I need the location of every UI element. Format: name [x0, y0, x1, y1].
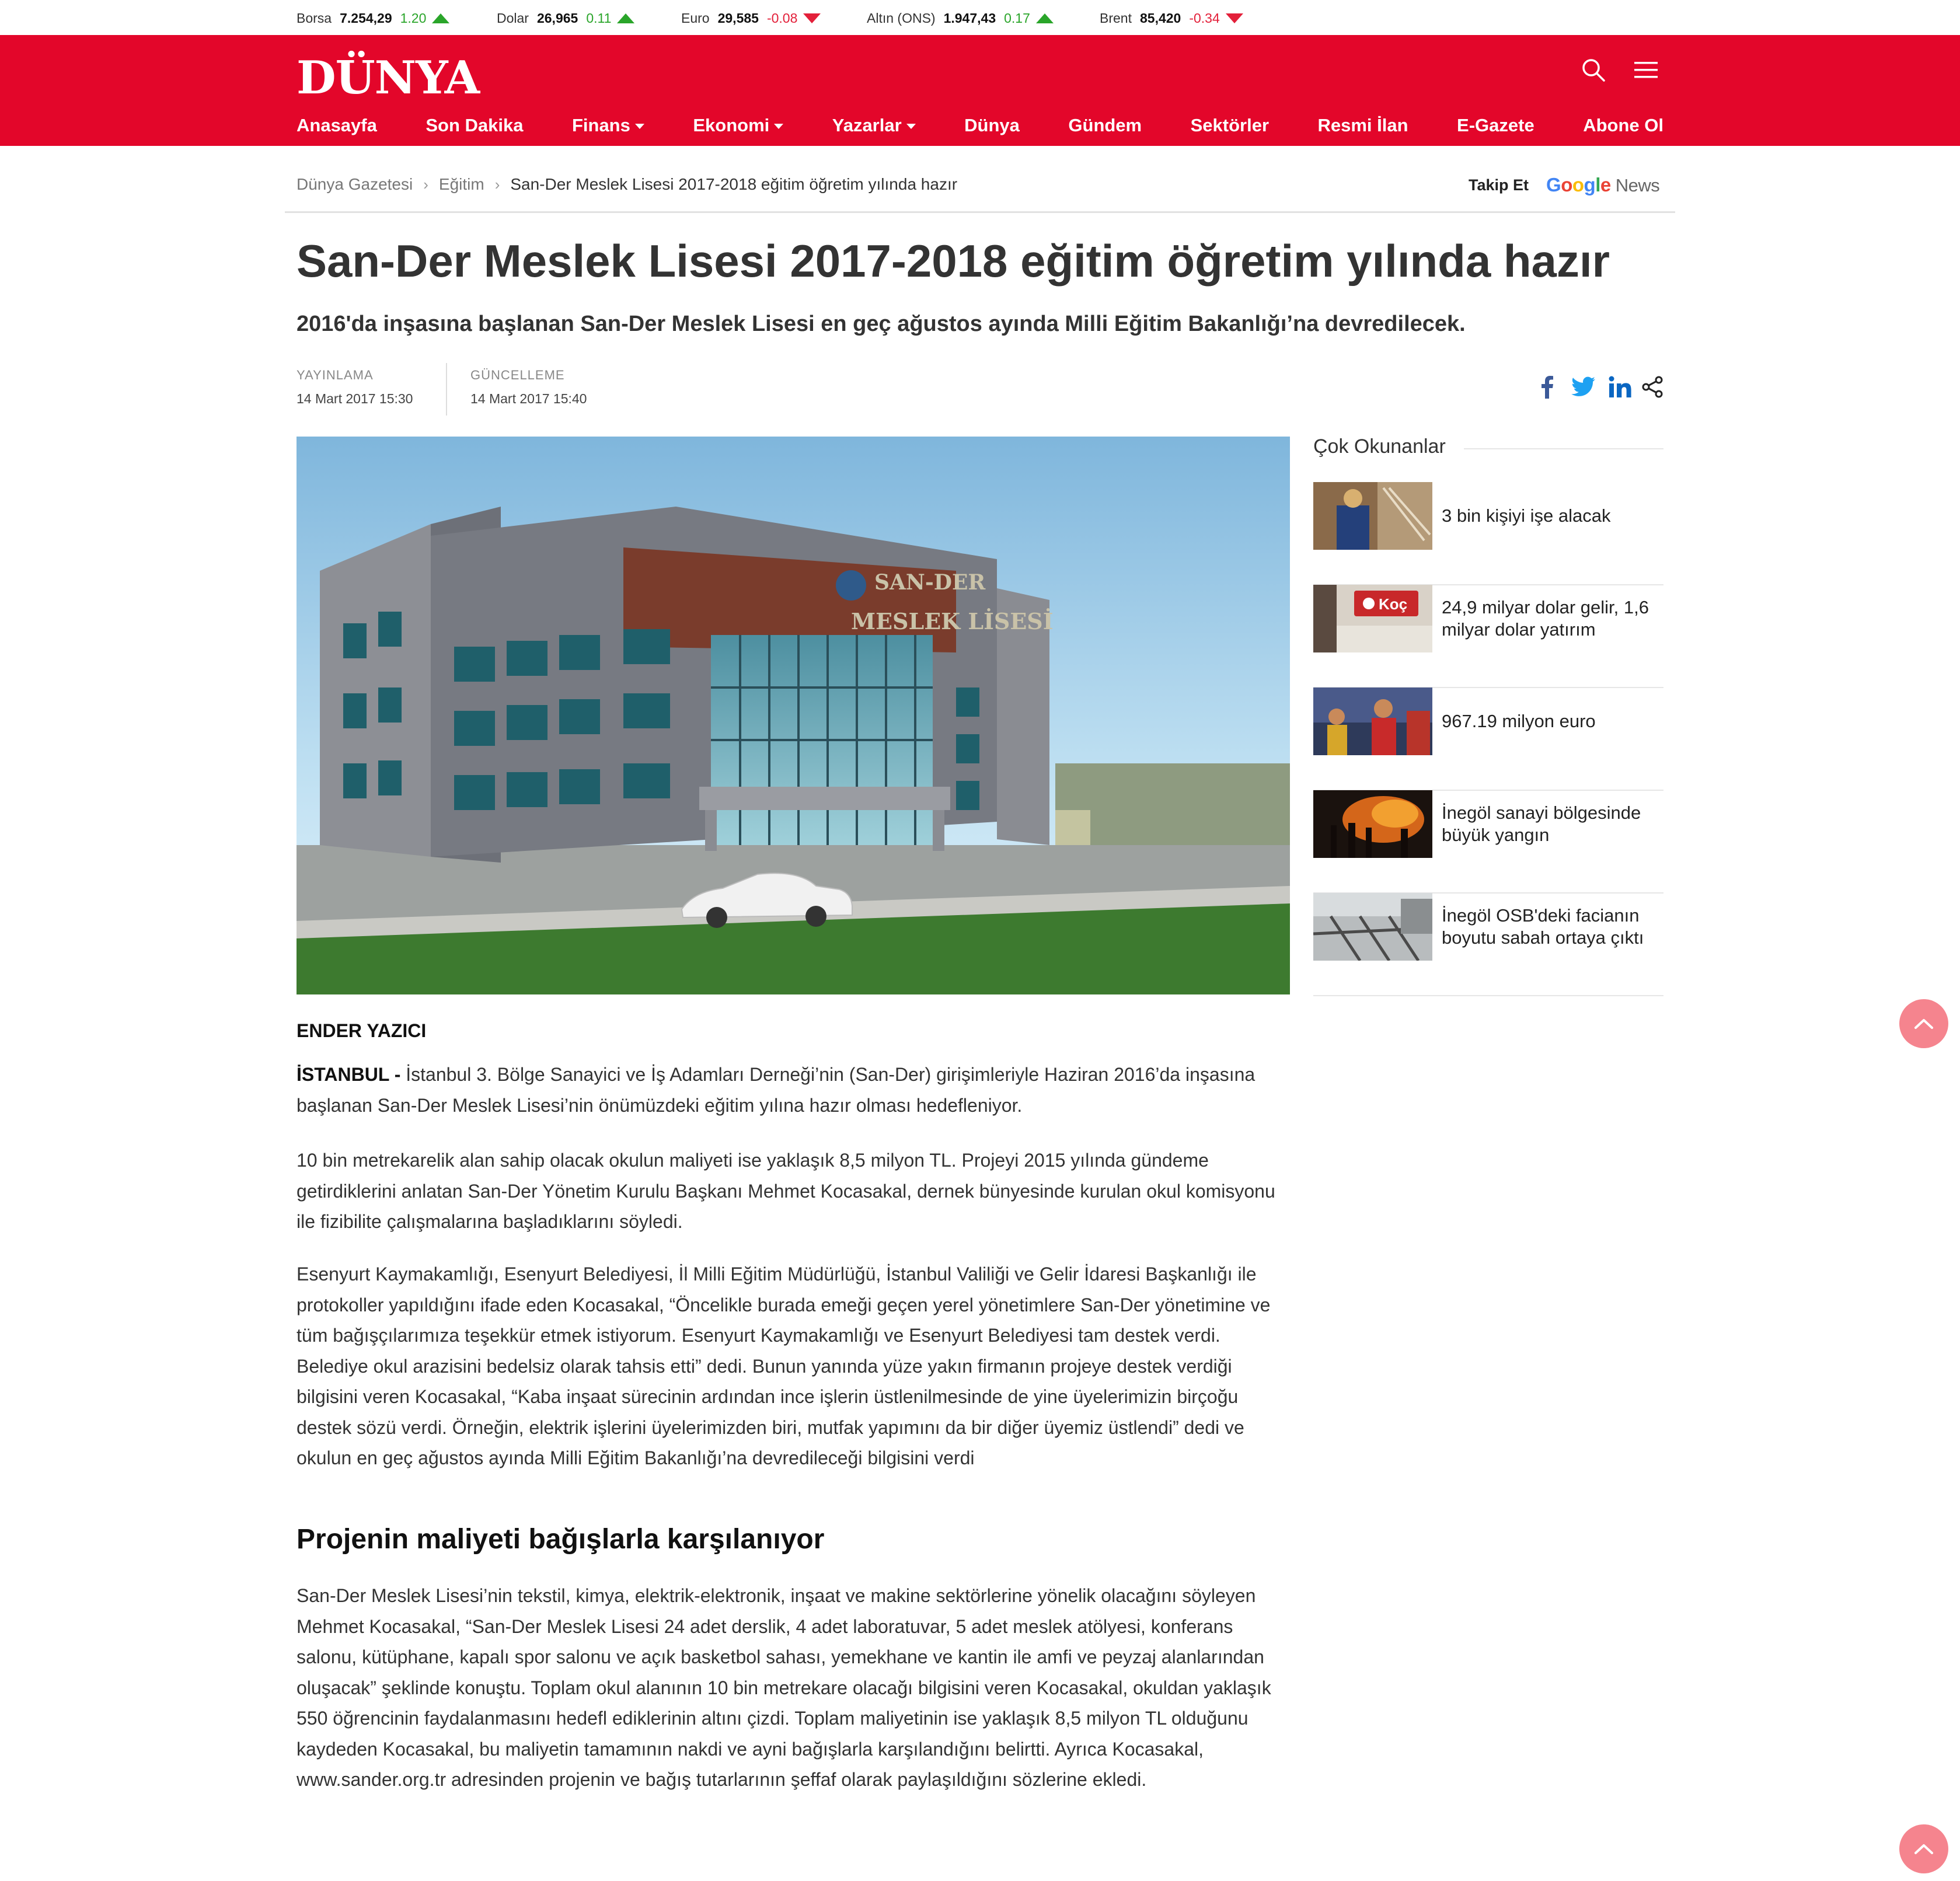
published-date: 14 Mart 2017 15:30: [297, 391, 413, 406]
ticker-name: Euro: [681, 10, 710, 26]
paragraph-text: İstanbul 3. Bölge Sanayici ve İş Adamları Derneği’nin (San-Der) girişimleriyle Haziran 2016’da inşasına başlanan San-Der Meslek Lisesi’nin önümüzdeki eğitim yılına hazır olması hedefleniyor.: [297, 1064, 1255, 1116]
nav-label: Resmi İlan: [1317, 115, 1408, 135]
ticker-item-borsa[interactable]: [297, 8, 449, 28]
google-letter: G: [1546, 174, 1561, 196]
scroll-to-top-button[interactable]: [1899, 1824, 1948, 1873]
caret-down-icon: [774, 124, 783, 129]
most-read-title: Çok Okunanlar: [1313, 435, 1446, 458]
nav-item-resmi-ilan[interactable]: [1318, 115, 1408, 136]
most-read-thumbnail: [1313, 585, 1432, 652]
site-logo[interactable]: DÜNYA: [297, 51, 480, 104]
google-letter: l: [1595, 174, 1600, 196]
nav-label: Sektörler: [1190, 115, 1270, 135]
google-letter: o: [1572, 174, 1584, 196]
ticker-name: Dolar: [497, 10, 529, 26]
most-read-item[interactable]: [1313, 585, 1663, 688]
published-label: YAYINLAMA: [297, 368, 374, 382]
ticker-change: -0.34: [1189, 10, 1220, 26]
google-news-follow[interactable]: [1469, 172, 1659, 198]
article-title: San-Der Meslek Lisesi 2017-2018 eğitim öğretim yılında hazır: [297, 235, 1610, 287]
news-wordmark: News: [1615, 175, 1660, 196]
nav-label: Anasayfa: [297, 115, 377, 135]
search-icon[interactable]: [1576, 53, 1611, 88]
divider: [285, 211, 1675, 213]
chevron-right-icon: ›: [494, 175, 500, 193]
most-read-title-text: İnegöl sanayi bölgesinde büyük yangın: [1442, 802, 1641, 845]
building-sign-line2: MESLEK LİSESİ: [851, 608, 1054, 634]
main-nav: [297, 105, 1663, 146]
chevron-up-icon: [1914, 1018, 1934, 1030]
breadcrumb-current: San-Der Meslek Lisesi 2017-2018 eğitim öğretim yılında hazır: [510, 175, 958, 193]
nav-label: Yazarlar: [832, 115, 902, 135]
nav-item-gundem[interactable]: [1068, 115, 1142, 136]
nav-item-e-gazete[interactable]: [1457, 115, 1534, 136]
ticker-name: Brent: [1100, 10, 1132, 26]
nav-label: Gündem: [1068, 115, 1142, 135]
building-sign-line1: SAN-DER: [874, 570, 986, 595]
nav-item-yazarlar[interactable]: [832, 115, 916, 136]
caret-down-icon: [906, 124, 916, 129]
nav-label: Abone Ol: [1583, 115, 1663, 135]
koc-logo-text: Koç: [1379, 595, 1408, 613]
nav-item-finans[interactable]: [572, 115, 644, 136]
linkedin-icon[interactable]: [1607, 374, 1634, 400]
twitter-icon[interactable]: [1570, 374, 1597, 400]
arrow-down-icon: [1226, 13, 1243, 23]
most-read-thumbnail: [1313, 893, 1432, 961]
follow-label: Takip Et: [1469, 176, 1529, 194]
article-hero-image: [297, 437, 1290, 994]
article-subheading: Projenin maliyeti bağışlarla karşılanıyor: [297, 1524, 825, 1555]
breadcrumb: [297, 173, 957, 196]
nav-item-son-dakika[interactable]: [426, 115, 523, 136]
chevron-up-icon: [1914, 1843, 1934, 1855]
breadcrumb-category[interactable]: Eğitim: [438, 175, 484, 193]
google-letter: o: [1561, 174, 1572, 196]
ticker-change: 1.20: [400, 10, 427, 26]
ticker-name: Altın (ONS): [867, 10, 936, 26]
most-read-title-text: İnegöl OSB'deki facianın boyutu sabah ortaya çıktı: [1442, 905, 1644, 948]
site-header: [0, 35, 1960, 146]
google-letter: g: [1584, 174, 1596, 196]
ticker-value: 29,585: [717, 10, 759, 26]
ticker-item-altin[interactable]: [867, 8, 1054, 28]
menu-icon[interactable]: [1628, 53, 1663, 88]
nav-label: Son Dakika: [426, 115, 524, 135]
most-read-title-text: 24,9 milyar dolar gelir, 1,6 milyar dolar yatırım: [1442, 597, 1649, 640]
nav-label: E-Gazete: [1457, 115, 1534, 135]
article-paragraph: San-Der Meslek Lisesi’nin tekstil, kimya, elektrik-elektronik, inşaat ve makine sektörlerine yönelik olacağını söyleyen Mehmet Kocasakal, “San-Der Meslek Lisesi 24 adet derslik, 4 adet laboratuvar, 5 adet meslek atölyesi, konferans salonu, kütüphane, kapalı spor salonu ve açık basketbol sahası, yemekhane ve kantin ile amfi ve peyzaj alanlarından oluşacak” şeklinde konuştu. Toplam okul alanının 10 bin metrekare olacağı bilgisini veren Kocasakal, okuldan yaklaşık 550 öğrencinin faydalanmasını hedefl ediklerinin altını çizdi. Toplam maliyetinin ise yaklaşık 8,5 milyon TL olduğunu kaydeden Kocasakal, bu maliyetin tamamının nakdi ve ayni bağışlarla karşılandığını belirtti. Ayrıca Kocasakal, www.sander.org.tr adresinden projenin ve bağış tutarlarının şeffaf olarak paylaşıldığını sözlerine ekledi.: [297, 1585, 1271, 1790]
article-spot: 2016'da inşasına başlanan San-Der Meslek Lisesi en geç ağustos ayında Milli Eğitim Bakanlığı’na devredilecek.: [297, 312, 1466, 336]
arrow-up-icon: [432, 13, 449, 23]
ticker-change: -0.08: [766, 10, 798, 26]
ticker-value: 1.947,43: [943, 10, 996, 26]
article-paragraph: 10 bin metrekarelik alan sahip olacak okulun maliyeti ise yaklaşık 8,5 milyon TL. Projeyi 2015 yılında gündeme getirdiklerini anlatan San-Der Yönetim Kurulu Başkanı Mehmet Kocasakal, dernek bünyesinde kurulan okul komisyonu ile fizibilite çalışmalarına başladıklarını söyledi.: [297, 1150, 1275, 1232]
article-dateline: İSTANBUL -: [297, 1064, 401, 1085]
arrow-up-icon: [1036, 13, 1054, 23]
nav-item-anasayfa[interactable]: [297, 115, 377, 136]
nav-item-abone-ol[interactable]: [1583, 115, 1663, 136]
ticker-item-euro[interactable]: [681, 8, 821, 28]
facebook-icon[interactable]: [1533, 374, 1560, 400]
article-paragraph: Esenyurt Kaymakamlığı, Esenyurt Belediyesi, İl Milli Eğitim Müdürlüğü, İstanbul Valiliği ve Gelir İdaresi Başkanlığı ile protokoller yapıldığını ifade eden Kocasakal, “Öncelikle burada emeği geçen yerel yönetimlere San-Der yönetimine ve tüm bağışçılarımıza teşekkür etmek istiyorum. Esenyurt Kaymakamlığı ve Esenyurt Belediyesi tam destek verdi. Belediye okul arazisini bedelsiz olarak tahsis etti” dedi. Bunun yanında yüze yakın firmanın projeye destek verdiği bilgisini veren Kocasakal, “Kaba inşaat sürecinin ardından ince işlerin üstlenilmesinde de yine üyelerimizin birçoğu destek sözü verdi. Örneğin, elektrik işlerini üyelerimizden biri, mutfak yapımını da bir diğer üyemiz üstlendi” dedi ve okulun en geç ağustos ayında Milli Eğitim Bakanlığı’na devredileceği bilgisini verdi: [297, 1264, 1271, 1468]
updated-date: 14 Mart 2017 15:40: [470, 391, 587, 406]
nav-item-sektorler[interactable]: [1191, 115, 1269, 136]
most-read-item[interactable]: [1313, 893, 1663, 996]
ticker-value: 26,965: [536, 10, 578, 26]
arrow-down-icon: [803, 13, 821, 23]
article-paragraph: [297, 1059, 1290, 1121]
ticker-value: 7.254,29: [340, 10, 392, 26]
most-read-thumbnail: [1313, 790, 1432, 858]
divider: [446, 363, 447, 416]
most-read-item[interactable]: [1313, 482, 1663, 585]
most-read-item[interactable]: [1313, 790, 1663, 894]
most-read-title-text: 3 bin kişiyi işe alacak: [1442, 505, 1611, 526]
chevron-right-icon: ›: [423, 175, 428, 193]
ticker-item-dolar[interactable]: [497, 8, 634, 28]
market-ticker: [0, 0, 1960, 35]
nav-item-ekonomi[interactable]: [693, 115, 783, 136]
google-news-logo: [1546, 174, 1659, 196]
ticker-item-brent[interactable]: [1100, 8, 1243, 28]
updated-label: GÜNCELLEME: [470, 368, 565, 382]
most-read-title-text: 967.19 milyon euro: [1442, 711, 1596, 731]
most-read-item[interactable]: [1313, 688, 1663, 791]
arrow-up-icon: [617, 13, 634, 23]
scroll-to-top-button[interactable]: [1899, 999, 1948, 1048]
share-icon[interactable]: [1639, 374, 1666, 400]
article-author: ENDER YAZICI: [297, 1020, 427, 1041]
caret-down-icon: [635, 124, 644, 129]
nav-label: Finans: [571, 115, 630, 135]
nav-item-dunya[interactable]: [964, 115, 1020, 136]
most-read-thumbnail: [1313, 482, 1432, 550]
nav-label: Ekonomi: [693, 115, 770, 135]
ticker-name: Borsa: [297, 10, 332, 26]
nav-label: Dünya: [964, 115, 1020, 135]
most-read-thumbnail: [1313, 688, 1432, 755]
ticker-change: 0.11: [586, 10, 612, 26]
breadcrumb-home[interactable]: Dünya Gazetesi: [297, 175, 413, 193]
google-letter: e: [1600, 174, 1611, 196]
google-wordmark: [1546, 174, 1611, 196]
ticker-value: 85,420: [1139, 10, 1181, 26]
divider: [1464, 448, 1663, 449]
ticker-change: 0.17: [1004, 10, 1030, 26]
